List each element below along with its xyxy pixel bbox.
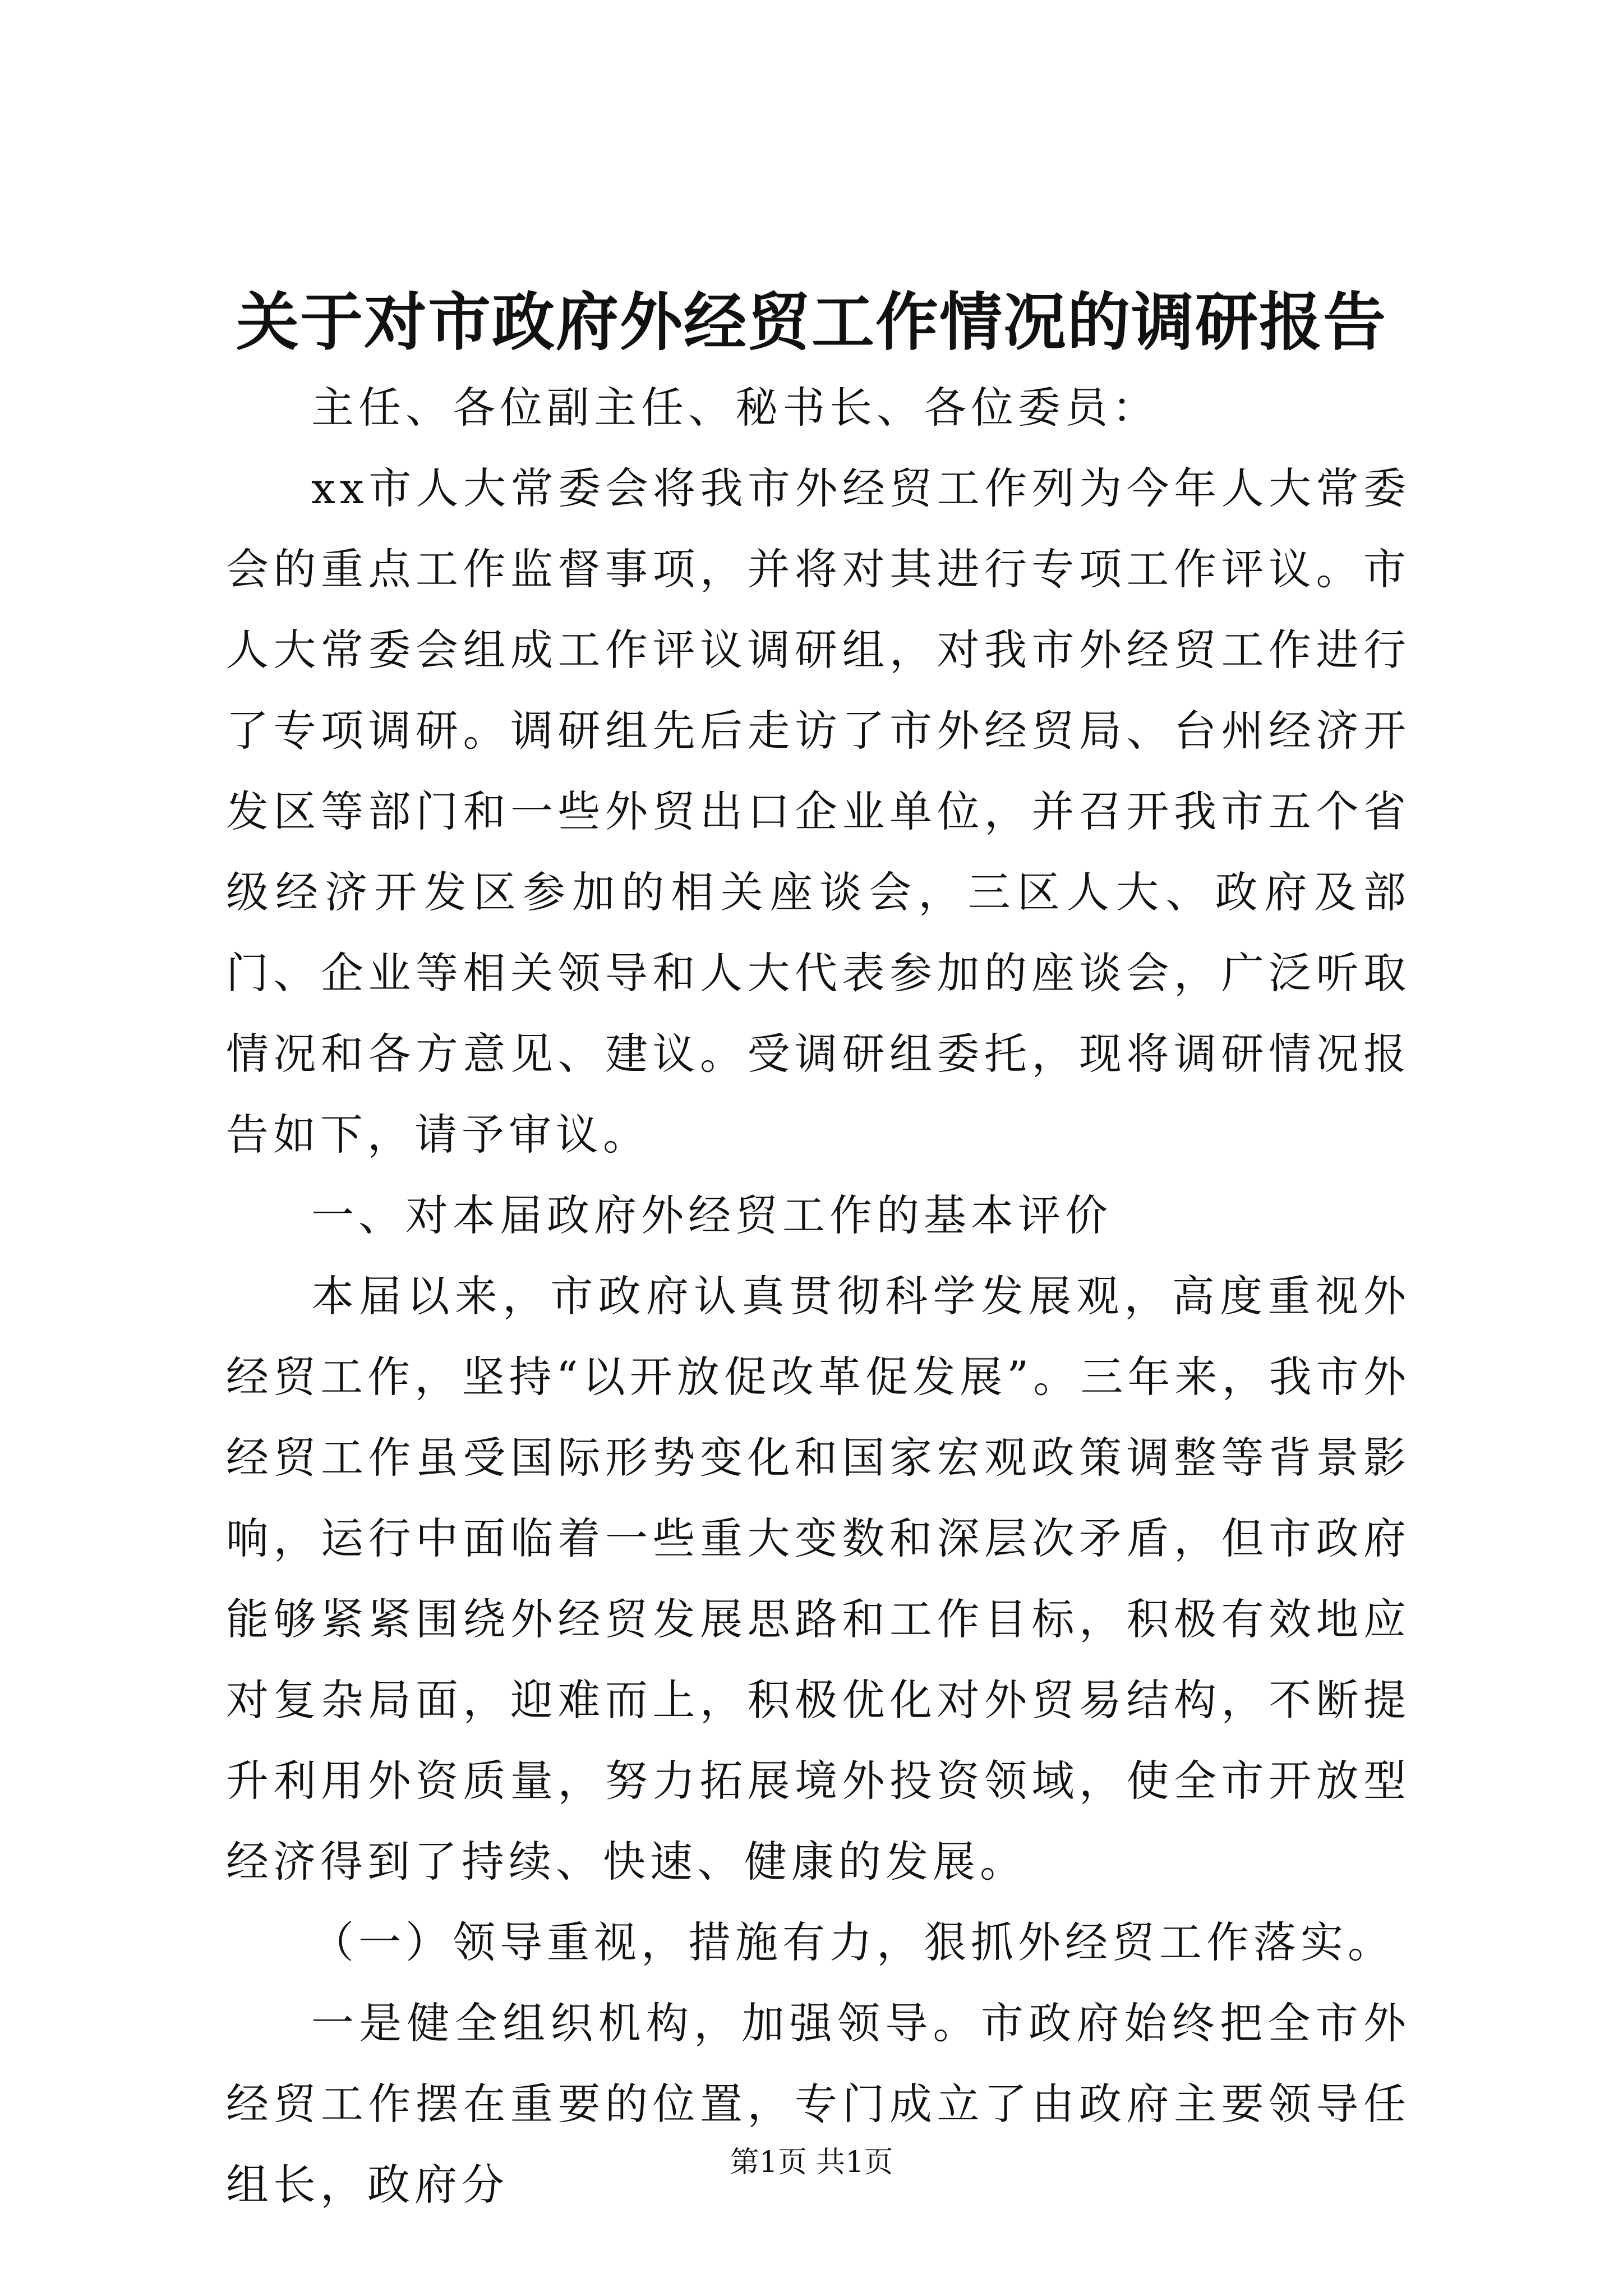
- section-heading: 一、对本届政府外经贸工作的基本评价: [311, 1190, 1112, 1240]
- document-title: 关于对市政府外经贸工作情况的调研报告: [236, 286, 1387, 359]
- document-body: [226, 367, 1410, 2225]
- subsection-heading: （一）领导重视，措施有力，狠抓外经贸工作落实。: [311, 1917, 1395, 1967]
- salutation-paragraph: 主任、各位副主任、秘书长、各位委员：: [311, 383, 1159, 432]
- leadership-paragraph: 一是健全组织机构，加强领导。市政府始终把全市外经贸工作摆在重要的位置，专门成立了由政府主要领导任组长，政府分: [226, 1998, 1410, 2210]
- evaluation-paragraph: 本届以来，市政府认真贯彻科学发展观，高度重视外经贸工作，坚持“以开放促改革促发展”。三年来，我市外经贸工作虽受国际形势变化和国家宏观政策调整等背景影响，运行中面临着一些重大变数和深层次矛盾，但市政府能够紧紧围绕外经贸发展思路和工作目标，积极有效地应对复杂局面，迎难而上，积极优化对外贸易结构，不断提升利用外资质量，努力拓展境外投资领域，使全市开放型经济得到了持续、快速、健康的发展。: [226, 1271, 1410, 1887]
- page-number-footer: 第1页 共1页: [730, 2146, 893, 2179]
- intro-paragraph: xx市人大常委会将我市外经贸工作列为今年人大常委会的重点工作监督事项，并将对其进行专项工作评议。市人大常委会组成工作评议调研组，对我市外经贸工作进行了专项调研。调研组先后走访了市外经贸局、台州经济开发区等部门和一些外贸出口企业单位，并召开我市五个省级经济开发区参加的相关座谈会，三区人大、政府及部门、企业等相关领导和人大代表参加的座谈会，广泛听取情况和各方意见、建议。受调研组委托，现将调研情况报告如下，请予审议。: [226, 463, 1410, 1159]
